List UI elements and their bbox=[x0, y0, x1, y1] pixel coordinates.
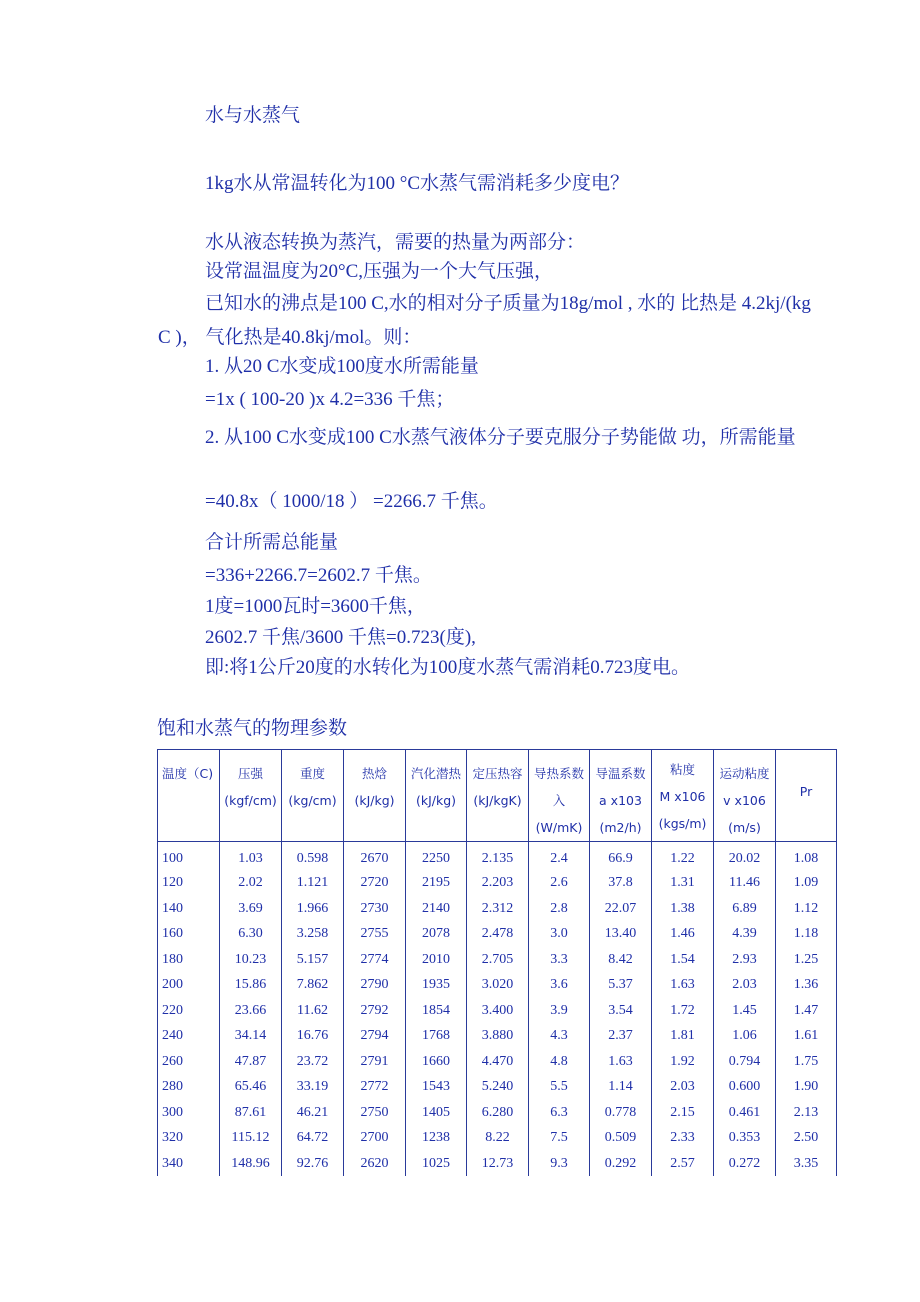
table-cell: 2.57 bbox=[652, 1151, 714, 1177]
step1-text: 1. 从20 C水变成100度水所需能量 bbox=[205, 356, 479, 377]
table-cell: 2010 bbox=[406, 947, 467, 973]
table-cell: 220 bbox=[158, 998, 220, 1024]
table-cell: 64.72 bbox=[282, 1125, 344, 1151]
table-cell: 4.3 bbox=[529, 1023, 590, 1049]
table-cell: 1.966 bbox=[282, 896, 344, 922]
table-cell: 2.203 bbox=[467, 870, 529, 896]
table-cell: 3.3 bbox=[529, 947, 590, 973]
table-row bbox=[158, 972, 837, 998]
table-cell: 2.13 bbox=[776, 1100, 837, 1126]
table-cell: 3.258 bbox=[282, 921, 344, 947]
table-cell: 12.73 bbox=[467, 1151, 529, 1177]
conclusion: 即:将1公斤20度的水转化为100度水蒸气需消耗0.723度电。 bbox=[205, 657, 691, 678]
table-row bbox=[158, 921, 837, 947]
header-pressure: 压强 (kgf/cm) bbox=[220, 750, 282, 842]
header-temperature: 温度（C) bbox=[158, 750, 220, 842]
table-cell: 1543 bbox=[406, 1074, 467, 1100]
table-cell: 5.5 bbox=[529, 1074, 590, 1100]
table-cell: 1.72 bbox=[652, 998, 714, 1024]
table-cell: 3.9 bbox=[529, 998, 590, 1024]
table-cell: 340 bbox=[158, 1151, 220, 1177]
table-cell: 280 bbox=[158, 1074, 220, 1100]
table-cell: 34.14 bbox=[220, 1023, 282, 1049]
table-cell: 2620 bbox=[344, 1151, 406, 1177]
table-cell: 92.76 bbox=[282, 1151, 344, 1177]
table-cell: 2140 bbox=[406, 896, 467, 922]
table-cell: 1.25 bbox=[776, 947, 837, 973]
table-row bbox=[158, 1074, 837, 1100]
table-cell: 8.42 bbox=[590, 947, 652, 973]
table-cell: 1.45 bbox=[714, 998, 776, 1024]
table-cell: 11.46 bbox=[714, 870, 776, 896]
table-cell: 0.272 bbox=[714, 1151, 776, 1177]
table-cell: 20.02 bbox=[714, 842, 776, 871]
intro-paragraph: 水从液态转换为蒸汽，需要的热量为两部分： bbox=[205, 231, 586, 253]
header-prandtl: Pr bbox=[776, 750, 837, 842]
table-row bbox=[158, 1125, 837, 1151]
table-cell: 3.6 bbox=[529, 972, 590, 998]
table-cell: 260 bbox=[158, 1049, 220, 1075]
table-cell: 87.61 bbox=[220, 1100, 282, 1126]
table-cell: 0.509 bbox=[590, 1125, 652, 1151]
table-cell: 1025 bbox=[406, 1151, 467, 1177]
table-cell: 15.86 bbox=[220, 972, 282, 998]
table-cell: 1.14 bbox=[590, 1074, 652, 1100]
table-cell: 3.69 bbox=[220, 896, 282, 922]
assumption-paragraph: 设常温温度为20°C,压强为一个大气压强， bbox=[205, 261, 554, 282]
table-row bbox=[158, 1151, 837, 1177]
header-latent-heat: 汽化潜热 (kJ/kg) bbox=[406, 750, 467, 842]
table-cell: 115.12 bbox=[220, 1125, 282, 1151]
step2-text: 2. 从100 C水变成100 C水蒸气液体分子要克服分子势能做 功，所需能量 bbox=[205, 427, 796, 448]
table-cell: 140 bbox=[158, 896, 220, 922]
table-cell: 65.46 bbox=[220, 1074, 282, 1100]
table-row bbox=[158, 896, 837, 922]
table-cell: 0.353 bbox=[714, 1125, 776, 1151]
table-cell: 200 bbox=[158, 972, 220, 998]
table-cell: 2.33 bbox=[652, 1125, 714, 1151]
table-cell: 160 bbox=[158, 921, 220, 947]
table-cell: 6.280 bbox=[467, 1100, 529, 1126]
table-cell: 1660 bbox=[406, 1049, 467, 1075]
header-enthalpy: 热焓 (kJ/kg) bbox=[344, 750, 406, 842]
table-body bbox=[158, 842, 837, 1177]
table-cell: 2.93 bbox=[714, 947, 776, 973]
table-cell: 1768 bbox=[406, 1023, 467, 1049]
table-cell: 1.75 bbox=[776, 1049, 837, 1075]
table-cell: 2.312 bbox=[467, 896, 529, 922]
table-cell: 148.96 bbox=[220, 1151, 282, 1177]
table-cell: 1.121 bbox=[282, 870, 344, 896]
header-specific-weight: 重度 (kg/cm) bbox=[282, 750, 344, 842]
total-calc: =336+2266.7=2602.7 千焦。 bbox=[205, 565, 432, 586]
table-cell: 2791 bbox=[344, 1049, 406, 1075]
table-cell: 0.292 bbox=[590, 1151, 652, 1177]
table-cell: 1.06 bbox=[714, 1023, 776, 1049]
table-cell: 0.600 bbox=[714, 1074, 776, 1100]
table-cell: 3.0 bbox=[529, 921, 590, 947]
table-cell: 2700 bbox=[344, 1125, 406, 1151]
table-cell: 4.8 bbox=[529, 1049, 590, 1075]
table-cell: 0.598 bbox=[282, 842, 344, 871]
table-cell: 7.862 bbox=[282, 972, 344, 998]
table-cell: 1.47 bbox=[776, 998, 837, 1024]
table-cell: 1.54 bbox=[652, 947, 714, 973]
table-cell: 23.66 bbox=[220, 998, 282, 1024]
table-cell: 3.400 bbox=[467, 998, 529, 1024]
division-calc: 2602.7 千焦/3600 千焦=0.723(度), bbox=[205, 627, 476, 648]
table-cell: 1.22 bbox=[652, 842, 714, 871]
table-cell: 2.50 bbox=[776, 1125, 837, 1151]
table-cell: 2750 bbox=[344, 1100, 406, 1126]
table-row bbox=[158, 947, 837, 973]
table-cell: 5.240 bbox=[467, 1074, 529, 1100]
table-cell: 1.09 bbox=[776, 870, 837, 896]
table-cell: 2794 bbox=[344, 1023, 406, 1049]
table-cell: 37.8 bbox=[590, 870, 652, 896]
table-cell: 2.705 bbox=[467, 947, 529, 973]
table-cell: 22.07 bbox=[590, 896, 652, 922]
table-cell: 2670 bbox=[344, 842, 406, 871]
table-cell: 1.36 bbox=[776, 972, 837, 998]
table-cell: 120 bbox=[158, 870, 220, 896]
header-kinematic-viscosity: 运动粘度 v x106 (m/s) bbox=[714, 750, 776, 842]
steam-parameters-table bbox=[157, 749, 837, 1176]
table-cell: 2195 bbox=[406, 870, 467, 896]
header-heat-capacity: 定压热容 (kJ/kgK) bbox=[467, 750, 529, 842]
table-cell: 2774 bbox=[344, 947, 406, 973]
table-row bbox=[158, 998, 837, 1024]
table-cell: 46.21 bbox=[282, 1100, 344, 1126]
table-cell: 0.461 bbox=[714, 1100, 776, 1126]
table-cell: 1405 bbox=[406, 1100, 467, 1126]
table-cell: 1.31 bbox=[652, 870, 714, 896]
table-cell: 1.12 bbox=[776, 896, 837, 922]
table-cell: 2730 bbox=[344, 896, 406, 922]
table-cell: 3.020 bbox=[467, 972, 529, 998]
table-cell: 1.18 bbox=[776, 921, 837, 947]
table-cell: 1.03 bbox=[220, 842, 282, 871]
step1-calc: =1x ( 100-20 )x 4.2=336 千焦； bbox=[205, 389, 455, 410]
table-cell: 1.08 bbox=[776, 842, 837, 871]
question: 1kg水从常温转化为100 °C水蒸气需消耗多少度电？ bbox=[205, 173, 630, 194]
table-cell: 2.478 bbox=[467, 921, 529, 947]
table-cell: 9.3 bbox=[529, 1151, 590, 1177]
table-cell: 6.3 bbox=[529, 1100, 590, 1126]
table-cell: 1854 bbox=[406, 998, 467, 1024]
table-cell: 3.35 bbox=[776, 1151, 837, 1177]
table-cell: 47.87 bbox=[220, 1049, 282, 1075]
table-cell: 4.39 bbox=[714, 921, 776, 947]
table-cell: 2720 bbox=[344, 870, 406, 896]
step2-calc: =40.8x（ 1000/18 ） =2266.7 千焦。 bbox=[205, 491, 498, 512]
table-cell: 3.880 bbox=[467, 1023, 529, 1049]
doc-title: 水与水蒸气 bbox=[205, 104, 301, 126]
table-cell: 2772 bbox=[344, 1074, 406, 1100]
table-cell: 6.30 bbox=[220, 921, 282, 947]
table-cell: 100 bbox=[158, 842, 220, 871]
table-cell: 1.61 bbox=[776, 1023, 837, 1049]
table-cell: 2.4 bbox=[529, 842, 590, 871]
table-cell: 1.81 bbox=[652, 1023, 714, 1049]
header-thermal-diffusivity: 导温系数 a x103 (m2/h) bbox=[590, 750, 652, 842]
table-cell: 2.03 bbox=[714, 972, 776, 998]
header-thermal-conductivity: 导热系数 入 (W/mK) bbox=[529, 750, 590, 842]
table-cell: 1.92 bbox=[652, 1049, 714, 1075]
table-cell: 0.794 bbox=[714, 1049, 776, 1075]
table-cell: 2250 bbox=[406, 842, 467, 871]
table-row bbox=[158, 1023, 837, 1049]
table-cell: 0.778 bbox=[590, 1100, 652, 1126]
table-cell: 2792 bbox=[344, 998, 406, 1024]
table-cell: 2755 bbox=[344, 921, 406, 947]
table-cell: 2.02 bbox=[220, 870, 282, 896]
table-cell: 10.23 bbox=[220, 947, 282, 973]
total-label: 合计所需总能量 bbox=[205, 531, 339, 553]
table-cell: 180 bbox=[158, 947, 220, 973]
table-cell: 2.37 bbox=[590, 1023, 652, 1049]
table-cell: 3.54 bbox=[590, 998, 652, 1024]
known-paragraph: 已知水的沸点是100 C,水的相对分子质量为18g/mol , 水的 比热是 4.2kj/(kg C )， 气化热是40.8kj/mol。则： bbox=[158, 293, 811, 348]
table-cell: 320 bbox=[158, 1125, 220, 1151]
table-cell: 1935 bbox=[406, 972, 467, 998]
table-cell: 8.22 bbox=[467, 1125, 529, 1151]
table-header-row bbox=[158, 750, 837, 842]
table-cell: 7.5 bbox=[529, 1125, 590, 1151]
table-cell: 1.46 bbox=[652, 921, 714, 947]
table-cell: 11.62 bbox=[282, 998, 344, 1024]
table-cell: 1.38 bbox=[652, 896, 714, 922]
table-cell: 1.63 bbox=[652, 972, 714, 998]
table-cell: 300 bbox=[158, 1100, 220, 1126]
table-cell: 1.63 bbox=[590, 1049, 652, 1075]
table-cell: 2790 bbox=[344, 972, 406, 998]
header-viscosity: 粘度 M x106 (kgs/m) bbox=[652, 750, 714, 842]
table-row bbox=[158, 1100, 837, 1126]
table-cell: 16.76 bbox=[282, 1023, 344, 1049]
table-cell: 33.19 bbox=[282, 1074, 344, 1100]
table-cell: 2.6 bbox=[529, 870, 590, 896]
table-cell: 1.90 bbox=[776, 1074, 837, 1100]
table-cell: 2078 bbox=[406, 921, 467, 947]
table-cell: 4.470 bbox=[467, 1049, 529, 1075]
table-cell: 6.89 bbox=[714, 896, 776, 922]
table-cell: 2.15 bbox=[652, 1100, 714, 1126]
table-cell: 5.157 bbox=[282, 947, 344, 973]
table-cell: 2.03 bbox=[652, 1074, 714, 1100]
table-cell: 23.72 bbox=[282, 1049, 344, 1075]
table-cell: 2.135 bbox=[467, 842, 529, 871]
table-row bbox=[158, 842, 837, 871]
unit-conversion: 1度=1000瓦时=3600千焦， bbox=[205, 596, 426, 617]
table-cell: 5.37 bbox=[590, 972, 652, 998]
table-row bbox=[158, 1049, 837, 1075]
table-cell: 66.9 bbox=[590, 842, 652, 871]
table-cell: 2.8 bbox=[529, 896, 590, 922]
table-caption: 饱和水蒸气的物理参数 bbox=[157, 717, 348, 739]
table-cell: 13.40 bbox=[590, 921, 652, 947]
table-cell: 240 bbox=[158, 1023, 220, 1049]
table-row bbox=[158, 870, 837, 896]
table-cell: 1238 bbox=[406, 1125, 467, 1151]
